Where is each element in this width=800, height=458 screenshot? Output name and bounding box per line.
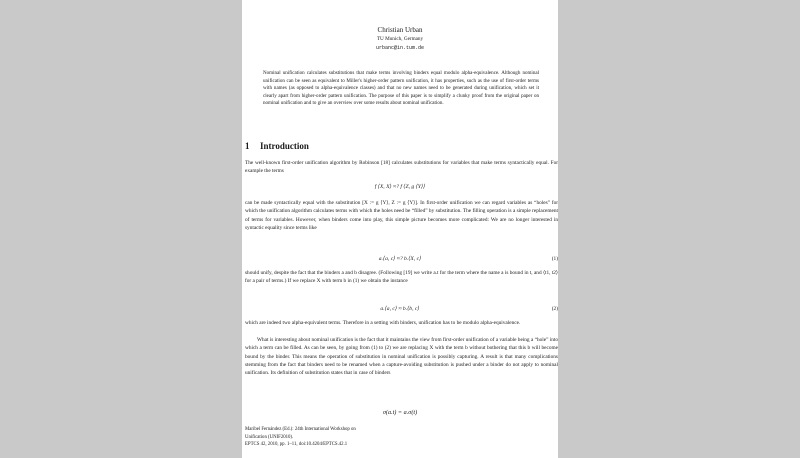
equation-1: a.⟨a, c⟩ ≈? b.⟨X, c⟩ — [378, 256, 422, 262]
footer-line-2: Unification (UNIF2010). — [245, 434, 294, 440]
equation-2: a.⟨a, c⟩ ≈ b.⟨b, c⟩ — [380, 306, 420, 312]
section-number: 1 — [245, 141, 250, 151]
footer-citation — [245, 426, 356, 449]
paragraph-5: What is interesting about nominal unification is the fact that it maintains the view from first-order unification of a variable being a “hole” into which a term can be filled. As can be seen, by going from (1) to (2) we are replacing X with the term b without bothering that this b will become bound by the binder. This means the operation of substitution in nominal unification is possibly capturing. A result is that many complications stemming from the fact that binders need to be renamed when a capture-avoiding substitution is pushed under a binder do not apply to nominal unification. Its definition of substitution states that in case of binders — [245, 337, 558, 377]
equation-unnumbered-1: f ⟨X, X⟩ ≈? f ⟨Z, g ⟨Y⟩⟩ — [374, 184, 426, 190]
equation-1-number: (1) — [551, 256, 558, 262]
paragraph-1: The well-known first-order unification algorithm by Robinson [18] calculates substitutions for variables that make terms syntactically equal. For example the terms — [245, 160, 558, 175]
paragraph-2: can be made syntactically equal with the substitution [X := g ⟨Y⟩, Z := g ⟨Y⟩]. In first-order unification we can regard variables as “holes” for which the unification algorithm calculates terms with which the holes need be “filled” by substitution. The filling operation is a simple replacement of terms for variables. However, when binders come into play, this simple picture becomes more complicated: We are no longer interested in syntactic equality since terms like — [245, 200, 558, 231]
paragraph-3: should unify, despite the fact that the binders a and b disagree. (Following [19] we write a.t for the term where the name a is bound in t, and ⟨t1, t2⟩ for a pair of terms.) If we replace X with term b in (1) we obtain the instance — [245, 270, 558, 285]
paper-page — [242, 0, 558, 458]
paragraph-4: which are indeed two alpha-equivalent terms. Therefore in a setting with binders, unification has to be modulo alpha-equivalence. — [245, 320, 521, 326]
section-title: Introduction — [260, 141, 309, 151]
footer-line-3[interactable]: EPTCS 42, 2010, pp. 1–11, doi:10.4204/EPTCS.42.1 — [245, 442, 348, 448]
author-name: Christian Urban — [377, 26, 423, 34]
equation-2-number: (2) — [551, 306, 558, 312]
equation-unnumbered-2: σ(a.t) = a.σ(t) — [382, 409, 418, 416]
footer-line-1: Maribel Fernández (Ed.): 24th International Workshop on — [245, 427, 356, 432]
author-affiliation: TU Munich, Germany — [376, 36, 424, 42]
section-heading — [245, 141, 309, 151]
author-email[interactable]: urbanc@in.tum.de — [375, 45, 424, 51]
abstract: Nominal unification calculates substitutions that make terms involving binders equal modulo alpha-equivalence. Although nominal unification can be seen as equivalent to Miller's higher-order pattern unification, it has properties, such as the use of first-order terms with names (as opposed to alpha-equivalence classes) and that no new names need to be generated during unification, which set it clearly apart from higher-order pattern unification. The purpose of this paper is to simplify a clunky proof from the original paper on nominal unification and to give an overview over some results about nominal unification. — [263, 70, 539, 106]
